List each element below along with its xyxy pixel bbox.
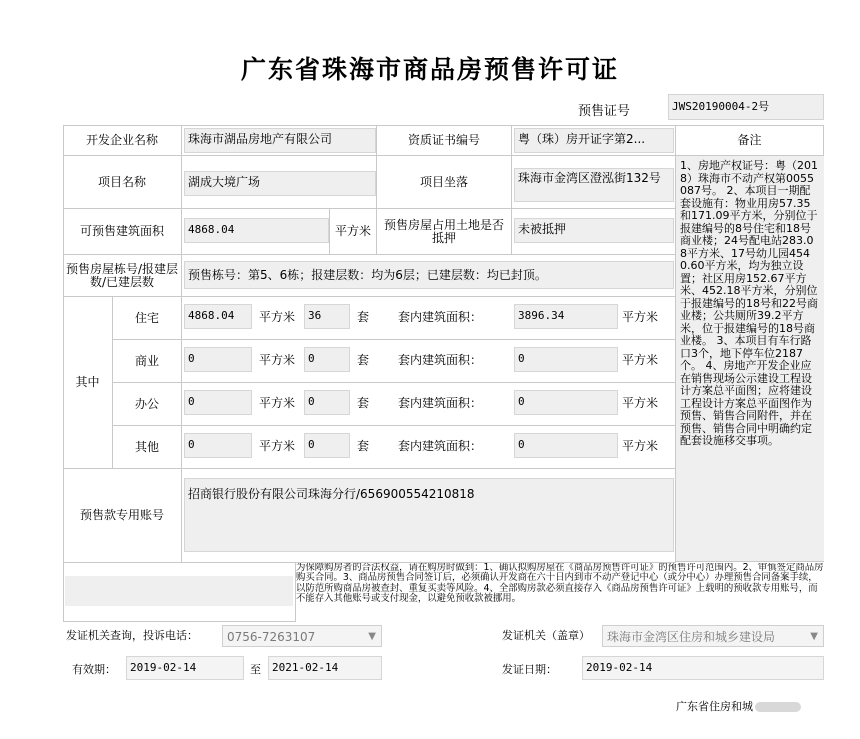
project-name-field: 湖成大境广场 (184, 171, 376, 196)
breakdown-inner-field: 3896.34 (514, 304, 618, 329)
buyer-notice: 为保障购房者的合法权益，请在购房时做到：1、确认拟购房屋在《商品房预售许可证》的预售许可范围内。2、审慎签定商品房购买合同。3、商品房预售合同签订后，必须确认开发商在六十日内到市不动产登记中心（或分中心）办理预售合同备案手续，以防范所购商品房被查封、重复买卖等风险。4、全部购房款必须直接存入《商品房预售许可证》上载明的预收款专用账号，而不能存入其他账号或支付现金，以避免预收款被挪用。 (296, 563, 824, 604)
breakdown-type-label: 办公 (113, 383, 182, 426)
presale-area-unit: 平方米 (330, 209, 377, 255)
validity-sep: 至 (250, 663, 261, 676)
footer-blurred-mark (755, 702, 801, 712)
breakdown-inner-unit: 平方米 (622, 396, 659, 410)
chevron-down-icon: ▼ (368, 631, 376, 642)
breakdown-group-label: 其中 (63, 297, 113, 469)
breakdown-area-field: 0 (184, 390, 252, 415)
validity-to-field: 2021-02-14 (268, 656, 382, 680)
breakdown-inner-field: 0 (514, 347, 618, 372)
breakdown-inner-unit: 平方米 (622, 310, 659, 324)
building-field: 预售栋号：第5、6栋；报建层数：均为6层；已建层数：均已封顶。 (184, 261, 674, 289)
breakdown-inner-field: 0 (514, 433, 618, 458)
breakdown-type-label: 商业 (113, 340, 182, 383)
breakdown-area-unit: 平方米 (259, 396, 296, 410)
breakdown-count-unit: 套 (357, 439, 370, 453)
issuer-label: 发证机关（盖章） (502, 629, 590, 642)
qualification-field: 粤（珠）房开证字第2... (514, 128, 674, 153)
location-field: 珠海市金湾区澄泓街132号 (514, 168, 674, 202)
breakdown-inner-label: 套内建筑面积： (398, 310, 483, 324)
mortgage-field: 未被抵押 (514, 218, 674, 243)
breakdown-count-unit: 套 (357, 396, 370, 410)
footer-source (676, 698, 801, 714)
account-label: 预售款专用账号 (63, 469, 182, 563)
breakdown-area-unit: 平方米 (259, 310, 296, 324)
developer-field: 珠海市湖品房地产有限公司 (184, 128, 376, 153)
building-label: 预售房屋栋号/报建层数/已建层数 (63, 255, 182, 297)
account-field: 招商银行股份有限公司珠海分行/656900554210818 (184, 478, 674, 552)
issuer-dropdown[interactable] (602, 625, 824, 647)
breakdown-area-unit: 平方米 (259, 353, 296, 367)
breakdown-count-unit: 套 (357, 353, 370, 367)
breakdown-area-field: 0 (184, 433, 252, 458)
hotline-value: 0756-7263107 (227, 630, 316, 644)
footer-text: 广东省住房和城 (676, 700, 753, 713)
breakdown-count-field: 0 (304, 347, 350, 372)
location-label: 项目坐落 (377, 156, 512, 209)
breakdown-type-label: 住宅 (113, 297, 182, 340)
validity-label: 有效期： (72, 663, 116, 676)
remarks-text: 1、房地产权证号：粤（2018）珠海市不动产权第0055087号。 2、本项目一期配套设施有：物业用房57.35和171.09平方米，分别位于报建编号的8号住宅和18号商业楼；24号配电站283.08平方米、17号幼儿园4540.60平方米，均为独立设置；社区用房152.67平方米、452.18平方米，分别位于报建编号的18号和22号商业楼；公共厕所39.2平方米，位于报建编号的18号商业楼。 3、本项目有车行路口3个，地下停车位2187个。 4、房地产开发企业应在销售现场公示建设工程设计方案总平面图；应将建设工程设计方案总平面图作为预售、销售合同附件，并在预售、销售合同中明确约定配套设施移交事项。 (676, 156, 824, 562)
presale-area-label: 可预售建筑面积 (63, 209, 182, 255)
breakdown-area-field: 0 (184, 347, 252, 372)
project-name-label: 项目名称 (63, 156, 182, 209)
breakdown-count-field: 0 (304, 433, 350, 458)
hotline-dropdown[interactable] (222, 625, 382, 647)
issuer-value: 珠海市金湾区住房和城乡建设局 (607, 630, 776, 644)
hotline-label: 发证机关查询，投诉电话： (66, 629, 198, 642)
breakdown-inner-label: 套内建筑面积： (398, 353, 483, 367)
presale-area-field: 4868.04 (184, 218, 329, 243)
breakdown-inner-unit: 平方米 (622, 439, 659, 453)
breakdown-inner-label: 套内建筑面积： (398, 396, 483, 410)
breakdown-inner-field: 0 (514, 390, 618, 415)
breakdown-count-unit: 套 (357, 310, 370, 324)
certificate-number-field: JWS20190004-2号 (668, 94, 824, 120)
notice-blank-field (65, 576, 293, 606)
issue-date-label: 发证日期： (502, 663, 557, 676)
chevron-down-icon: ▼ (810, 631, 818, 642)
qualification-label: 资质证书编号 (377, 125, 512, 156)
breakdown-count-field: 36 (304, 304, 350, 329)
breakdown-type-label: 其他 (113, 426, 182, 469)
developer-label: 开发企业名称 (63, 125, 182, 156)
remarks-label: 备注 (676, 125, 824, 156)
mortgage-label: 预售房屋占用土地是否抵押 (377, 209, 512, 255)
breakdown-count-field: 0 (304, 390, 350, 415)
breakdown-inner-label: 套内建筑面积： (398, 439, 483, 453)
breakdown-area-field: 4868.04 (184, 304, 252, 329)
breakdown-inner-unit: 平方米 (622, 353, 659, 367)
issue-date-field: 2019-02-14 (582, 656, 824, 680)
certificate-label: 预售证号 (578, 104, 631, 119)
certificate-row (0, 94, 860, 124)
breakdown-area-unit: 平方米 (259, 439, 296, 453)
validity-from-field: 2019-02-14 (126, 656, 244, 680)
page-title: 广东省珠海市商品房预售许可证 (240, 55, 619, 84)
